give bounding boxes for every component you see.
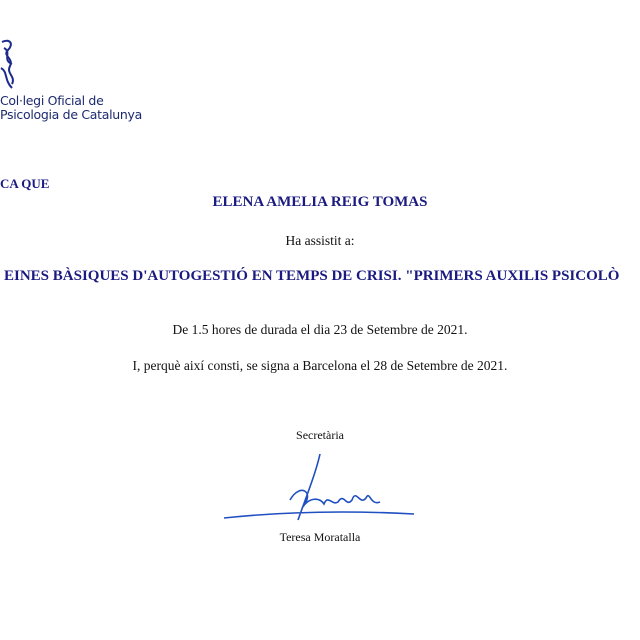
duration-line: De 1.5 hores de durada el dia 23 de Setembre de 2021. <box>172 322 468 337</box>
recipient-name: ELENA AMELIA REIG TOMAS <box>212 194 428 210</box>
logo-line-2: Psicologia de Catalunya <box>0 107 143 122</box>
signer-role: Secretària <box>296 428 344 442</box>
signed-line: I, perquè així consti, se signa a Barcelona el 28 de Setembre de 2021. <box>132 358 508 373</box>
attended-label: Ha assistit a: <box>285 233 355 248</box>
signature-image <box>220 452 420 524</box>
certifies-label: CA QUE <box>0 176 50 191</box>
course-title: EINES BÀSIQUES D'AUTOGESTIÓ EN TEMPS DE CRISI. "PRIMERS AUXILIS PSICOLÒ <box>4 268 620 284</box>
logo-line-1: Col·legi Oficial de <box>0 93 104 108</box>
college-logo-text <box>0 94 142 122</box>
signer-name: Teresa Moratalla <box>279 530 361 544</box>
college-logo-icon <box>0 38 20 90</box>
